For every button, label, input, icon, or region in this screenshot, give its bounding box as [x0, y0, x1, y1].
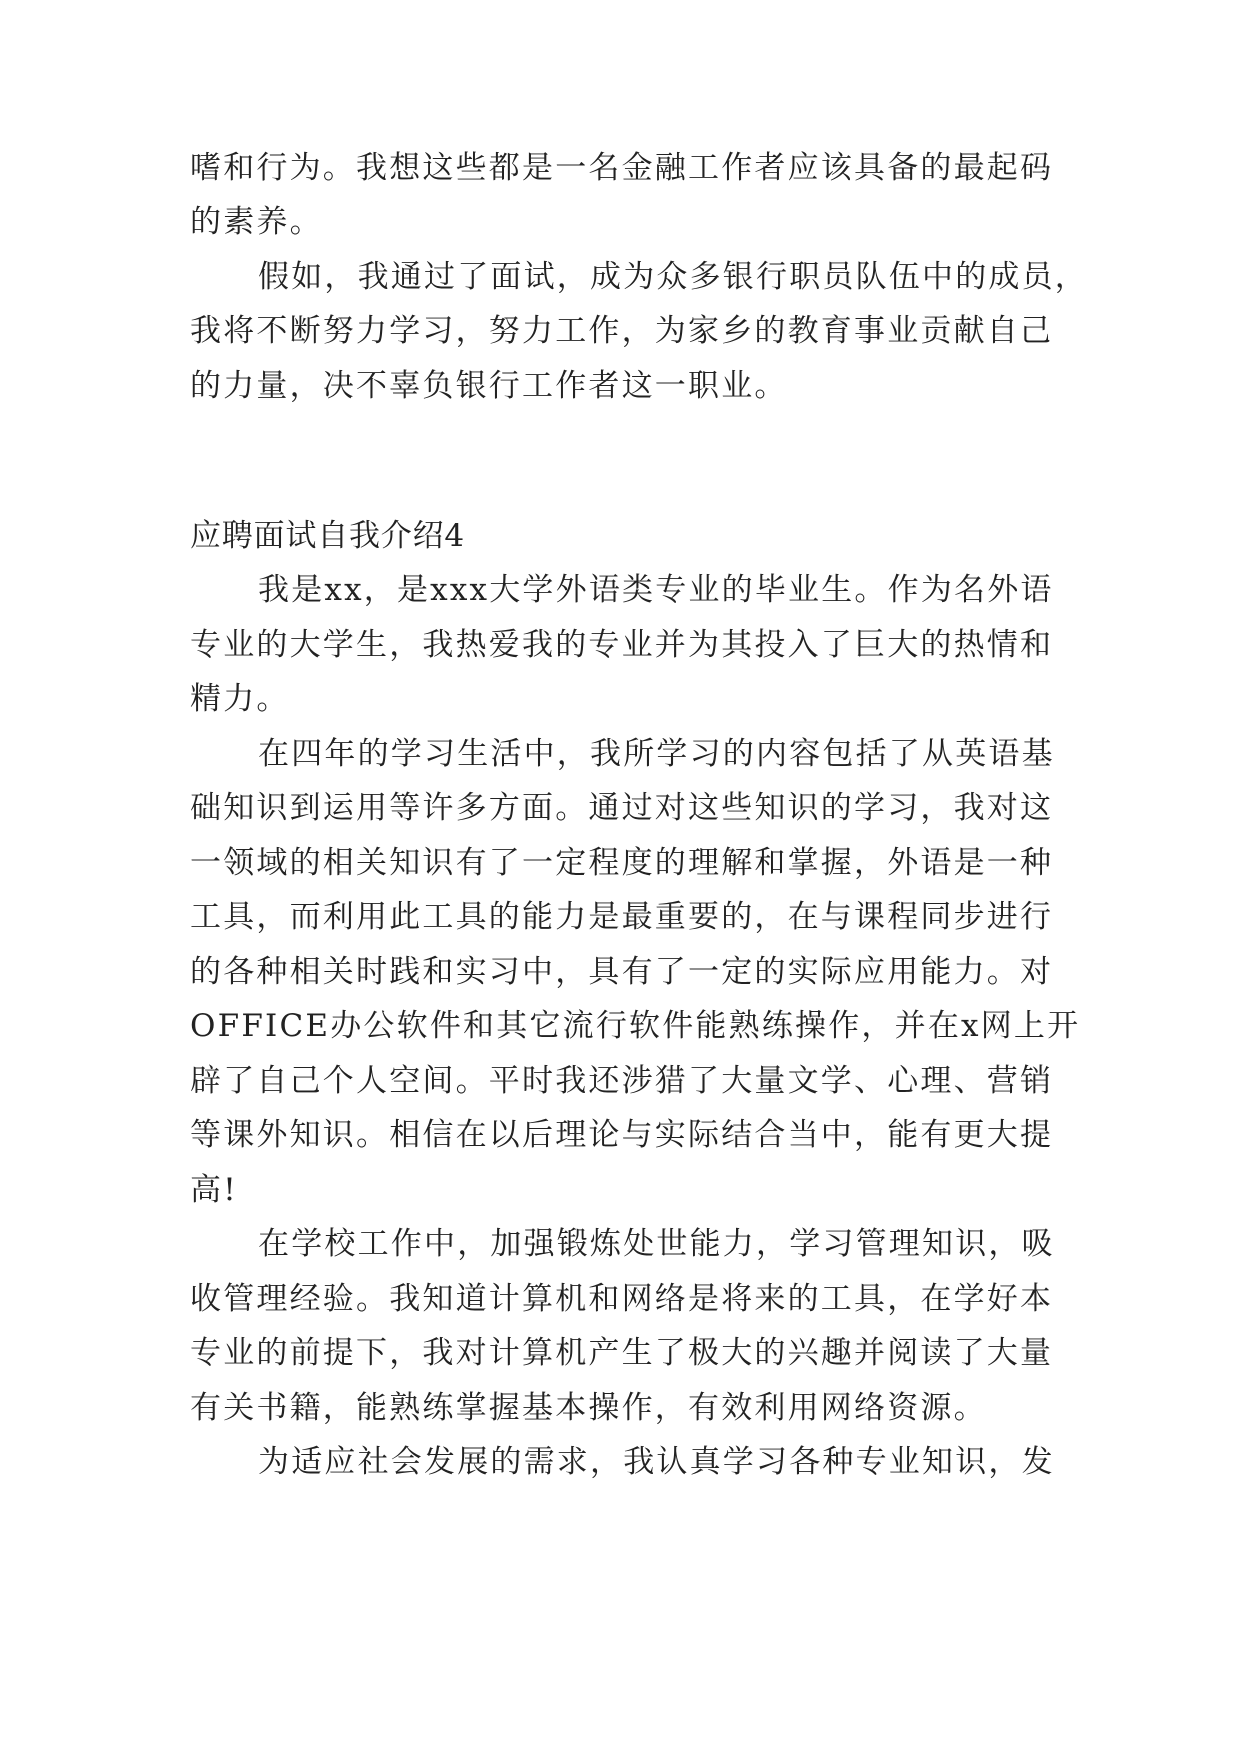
paragraph-line: 专业的前提下，我对计算机产生了极大的兴趣并阅读了大量	[190, 1335, 1054, 1371]
paragraph-line: 高!	[190, 1172, 238, 1208]
paragraph-line: 收管理经验。我知道计算机和网络是将来的工具，在学好本	[190, 1281, 1054, 1317]
paragraph-line: 为适应社会发展的需求，我认真学习各种专业知识，发	[258, 1444, 1055, 1480]
paragraph-line: OFFICE办公软件和其它流行软件能熟练操作，并在x网上开	[190, 1008, 1081, 1044]
paragraph-line: 等课外知识。相信在以后理论与实际结合当中，能有更大提	[190, 1117, 1054, 1153]
paragraph-line: 我将不断努力学习，努力工作，为家乡的教育事业贡献自己	[190, 313, 1054, 349]
paragraph-line: 有关书籍，能熟练掌握基本操作，有效利用网络资源。	[190, 1390, 987, 1426]
paragraph-line: 我是xx，是xxx大学外语类专业的毕业生。作为名外语	[258, 572, 1054, 608]
paragraph-line: 嗜和行为。我想这些都是一名金融工作者应该具备的最起码	[190, 150, 1054, 186]
section-heading: 应聘面试自我介绍4	[190, 518, 465, 554]
paragraph-line: 的力量，决不辜负银行工作者这一职业。	[190, 368, 788, 404]
paragraph-line: 工具，而利用此工具的能力是最重要的，在与课程同步进行	[190, 899, 1054, 935]
paragraph-line: 专业的大学生，我热爱我的专业并为其投入了巨大的热情和	[190, 627, 1054, 663]
paragraph-line: 假如，我通过了面试，成为众多银行职员队伍中的成员，	[258, 259, 1088, 295]
paragraph-line: 的各种相关时践和实习中，具有了一定的实际应用能力。对	[190, 954, 1054, 990]
paragraph-line: 一领域的相关知识有了一定程度的理解和掌握，外语是一种	[190, 845, 1054, 881]
paragraph-line: 辟了自己个人空间。平时我还涉猎了大量文学、心理、营销	[190, 1063, 1054, 1099]
paragraph-line: 精力。	[190, 681, 290, 717]
paragraph-line: 在四年的学习生活中，我所学习的内容包括了从英语基	[258, 736, 1055, 772]
paragraph-line: 础知识到运用等许多方面。通过对这些知识的学习，我对这	[190, 790, 1054, 826]
paragraph-line: 在学校工作中，加强锻炼处世能力，学习管理知识，吸	[258, 1226, 1055, 1262]
paragraph-line: 的素养。	[190, 204, 323, 240]
